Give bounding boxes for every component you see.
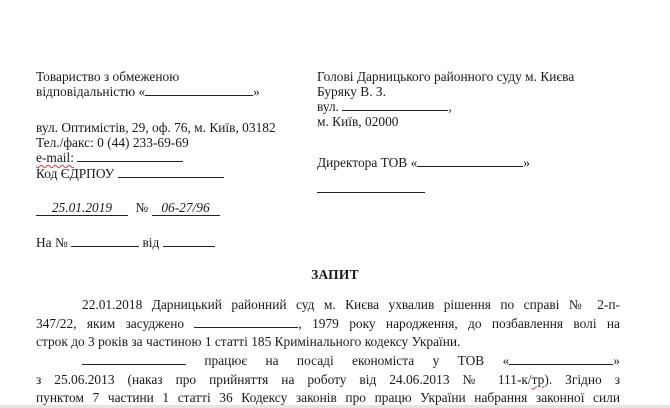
reference-date-blank[interactable]: [163, 235, 215, 247]
sender-block: [36, 69, 260, 99]
p1-row2: [36, 315, 620, 334]
sender-org-suffix: »: [253, 84, 260, 99]
p1-row3: строк до 3 років за частиною 1 статті 185 Кримінального кодексу України.: [36, 334, 461, 349]
p2-row1-text: працює на посаді економіста у ТОВ «: [204, 353, 510, 368]
edrpou-label: Код ЄДРПОУ: [36, 165, 115, 181]
sender-org-prefix: відповідальністю «: [36, 84, 146, 99]
reference-label: На №: [36, 235, 68, 250]
email-blank[interactable]: [77, 150, 183, 162]
reference-line: [36, 235, 215, 250]
p2-row2-text-a: з 25.06.2013 (наказ про прийняття на роботу від 24.06.2013 № 111-к/: [36, 371, 532, 387]
outgoing-registration: [36, 200, 220, 216]
convict-name-blank[interactable]: [194, 316, 298, 328]
director-suffix: »: [523, 155, 530, 170]
recipient-city: м. Київ, 02000: [317, 114, 399, 129]
employer-company-blank[interactable]: [509, 353, 613, 365]
sender-phone: Тел./факс: 0 (44) 233-69-69: [36, 134, 189, 150]
p2-row1: [36, 352, 620, 371]
p2-row2: [36, 371, 620, 390]
email-label: e-mail:: [36, 150, 74, 165]
p1-row2-text-b: , 1979 року народження, до позбавлення волі на: [298, 315, 620, 331]
reference-from-label: від: [142, 235, 160, 250]
street-blank[interactable]: [342, 99, 448, 111]
employee-name-blank[interactable]: [82, 353, 186, 365]
sender-edrpou: [36, 166, 276, 182]
recipient-line1: Голові Дарницького районного суду м. Києва: [317, 69, 575, 84]
document-title: ЗАПИТ: [311, 267, 359, 282]
p2-row2-text-b: ). Згідно з: [544, 371, 620, 387]
sender-org-line1: Товариство з обмеженою: [36, 69, 180, 84]
director-company-blank[interactable]: [417, 155, 523, 167]
reference-number-blank[interactable]: [71, 235, 139, 247]
sender-email: [36, 150, 276, 166]
street-label: вул.: [317, 99, 340, 114]
p1-row1: [36, 296, 620, 315]
sender-contacts: [36, 121, 276, 181]
p1-row2-text-a: 347/22, яким засуджено: [36, 315, 185, 331]
outgoing-number-sign: №: [135, 200, 149, 215]
p2-row2-spellcheck-word: тр: [531, 371, 545, 387]
outgoing-date[interactable]: 25.01.2019: [36, 201, 128, 216]
director-prefix: Директора ТОВ «: [317, 155, 418, 170]
director-name-blank[interactable]: [317, 181, 425, 193]
body-paragraph-1: [36, 296, 620, 352]
p2-row3: пунктом 7 частини 1 статті 36 Кодексу законів про працю України набрання законної сили: [36, 390, 620, 405]
recipient-street: [317, 99, 574, 114]
sender-address: вул. Оптимістів, 29, оф. 76, м. Київ, 03182: [36, 120, 276, 135]
p2-row1-suffix: »: [613, 353, 620, 368]
p1-row1-text: 22.01.2018 Дарницький районний суд м. Києва ухвалив рішення по справі № 2-п-: [82, 297, 620, 312]
outgoing-number[interactable]: 06-27/96: [152, 201, 220, 216]
edrpou-blank[interactable]: [118, 166, 224, 178]
street-suffix: ,: [448, 99, 452, 114]
sender-org-name-blank[interactable]: [145, 84, 253, 96]
recipient-block: [317, 69, 574, 129]
recipient-director: [317, 155, 530, 170]
recipient-line2: Буряку В. З.: [317, 84, 386, 99]
sender-org-line2: [36, 84, 260, 99]
body-paragraph-2: [36, 352, 620, 408]
